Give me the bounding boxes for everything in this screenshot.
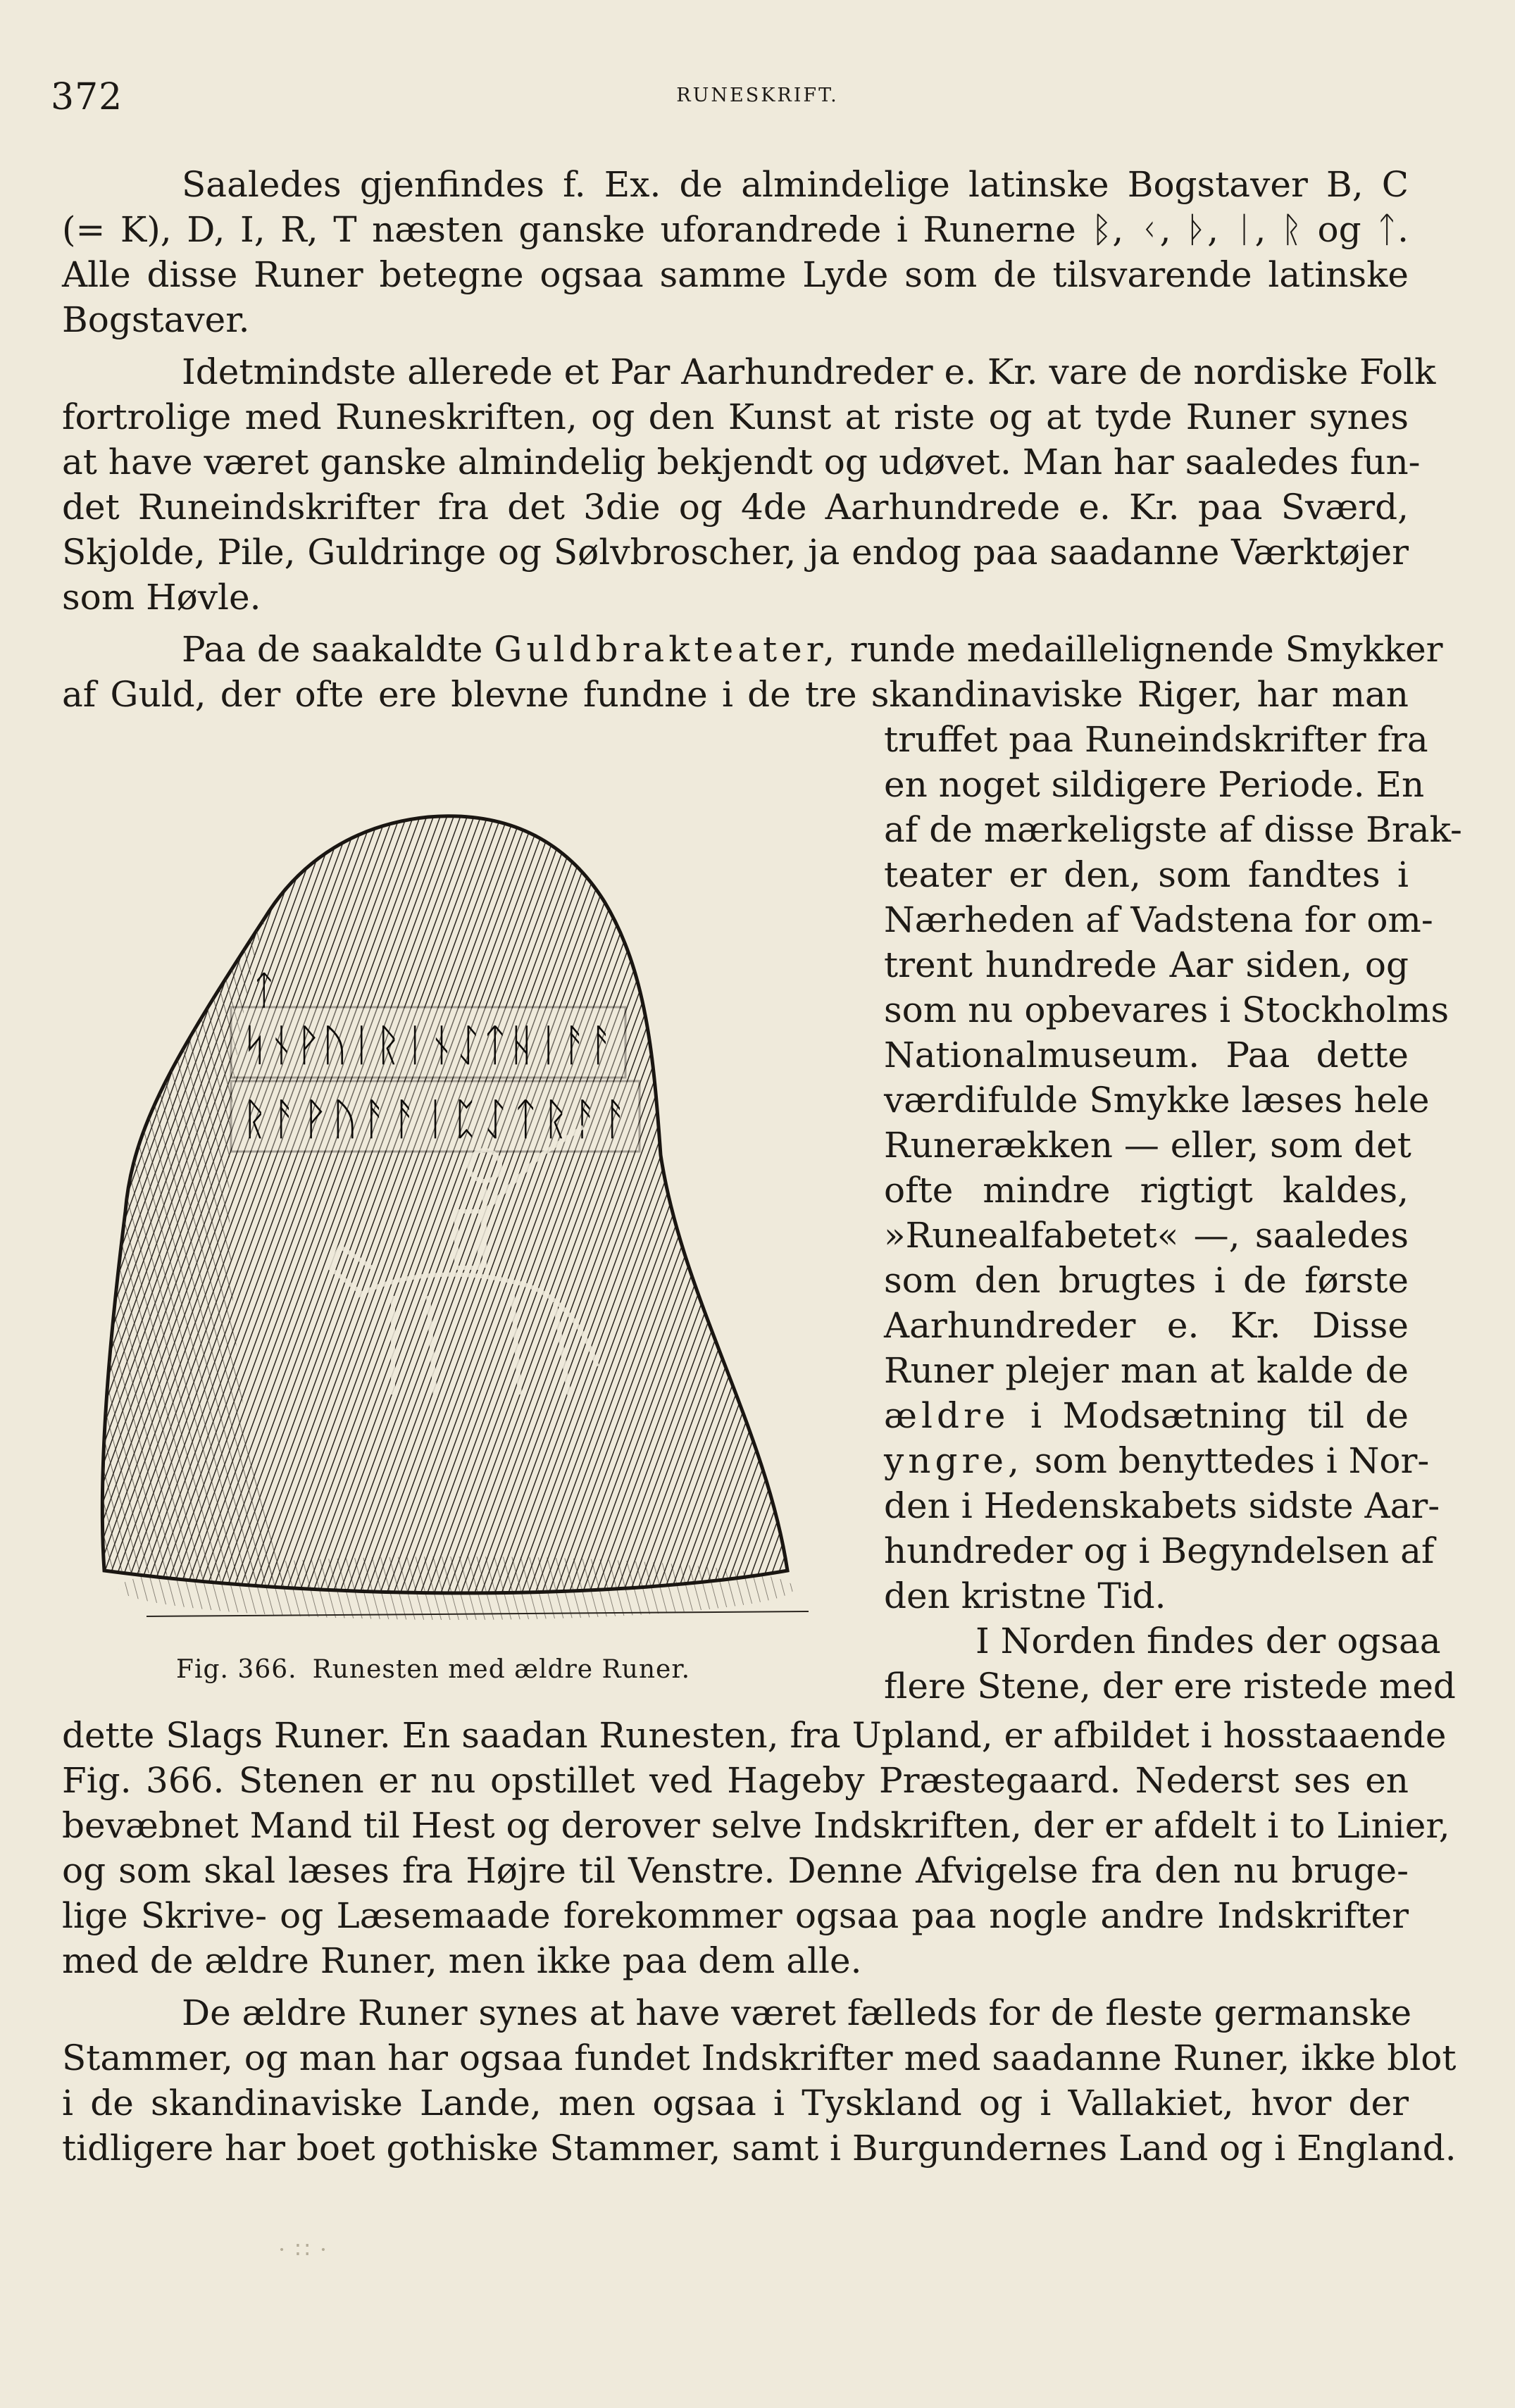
runestone-illustration — [62, 761, 872, 1648]
col-line-1: truffet paa Runeindskrifter fra — [884, 719, 1428, 760]
term-yngre: yngre, — [884, 1440, 1023, 1481]
col-line-12: »Runealfabetet« —, saaledes — [884, 1215, 1409, 1256]
col-line-8: Nationalmuseum. Paa dette — [884, 1035, 1409, 1075]
term-aeldre: ældre — [884, 1395, 1010, 1436]
col-line-17 — [884, 1438, 1430, 1483]
p2-line-3: at have været ganske almindelig bekjendt og udøvet. Man har saaledes fun- — [62, 442, 1421, 482]
term-guldbrakteater: Guldbrakteater, — [494, 629, 840, 670]
inscription-top-rune: ᛏ — [252, 968, 276, 1013]
p4-line-3: bevæbnet Mand til Hest og derover selve Indskriften, der er afdelt i to Linier, — [62, 1805, 1450, 1846]
runestone-figure — [62, 761, 872, 1704]
p2-line-5: Skjolde, Pile, Guldringe og Sølvbroscher, ja endog paa saadanne Værktøjer — [62, 532, 1409, 573]
col-line-16-rest: i Modsætning til de — [1030, 1395, 1409, 1436]
p1-line-3: Alle disse Runer betegne ogsaa samme Lyde som de tilsvarende latinske — [62, 254, 1409, 295]
col-line-10: Runerækken — eller, som det — [884, 1125, 1411, 1166]
p1-line-2: (= K), D, I, R, T næsten ganske uforandrede i Runerne ᛒ, ᚲ, ᚦ, ᛁ, ᚱ og ᛏ. — [62, 209, 1409, 250]
inscription-line-2: ᚱᚨᚹᚢᚨᚨᛁᛈᛇᛏᚱᚨᚨ — [242, 1093, 629, 1144]
col-line-11: ofte mindre rigtigt kaldes, — [884, 1170, 1409, 1211]
p2-line-6: som Høvle. — [62, 577, 261, 618]
figure-caption-text: Runesten med ældre Runer. — [312, 1655, 691, 1684]
col-line-13: som den brugtes i de første — [884, 1260, 1409, 1301]
col-line-14: Aarhundreder e. Kr. Disse — [884, 1305, 1409, 1346]
page-number: 372 — [51, 76, 123, 118]
col-line-17-rest: som benyttedes i Nor- — [1034, 1440, 1430, 1481]
bottom-mark: · ∷ · — [278, 2236, 329, 2263]
col-line-7: som nu opbevares i Stockholms — [884, 990, 1449, 1030]
p1-line-4: Bogstaver. — [62, 299, 250, 340]
col-line-3: af de mærkeligste af disse Brak- — [884, 809, 1462, 850]
p4-line-2: Fig. 366. Stenen er nu opstillet ved Hageby Præstegaard. Nederst ses en — [62, 1760, 1409, 1801]
p5-line-2: Stammer, og man har ogsaa fundet Indskrifter med saadanne Runer, ikke blot — [62, 2038, 1457, 2078]
col-line-5: Nærheden af Vadstena for om- — [884, 899, 1433, 940]
p3-end: runde medaillelignende Smykker — [849, 629, 1443, 670]
col-line-9: værdifulde Smykke læses hele — [884, 1080, 1430, 1121]
p1-line-1: Saaledes gjenfindes f. Ex. de almindelige latinske Bogstaver B, C — [182, 164, 1409, 205]
p2-line-2: fortrolige med Runeskriften, og den Kunst at riste og at tyde Runer synes — [62, 397, 1409, 437]
col-line-20: den kristne Tid. — [884, 1576, 1166, 1616]
p4-line-1: dette Slags Runer. En saadan Runesten, fra Upland, er afbildet i hosstaaende — [62, 1715, 1447, 1756]
p3-line-1 — [182, 627, 1443, 672]
p4-col-line-1: I Norden findes der ogsaa — [975, 1621, 1441, 1661]
p4-line-5: lige Skrive- og Læsemaade forekommer ogsaa paa nogle andre Indskrifter — [62, 1895, 1409, 1936]
col-line-6: trent hundrede Aar siden, og — [884, 944, 1409, 985]
col-line-18: den i Hedenskabets sidste Aar- — [884, 1485, 1440, 1526]
col-line-2: en noget sildigere Periode. En — [884, 764, 1425, 805]
p4-col-line-2: flere Stene, der ere ristede med — [884, 1666, 1456, 1707]
p2-line-4: det Runeindskrifter fra det 3die og 4de Aarhundrede e. Kr. paa Sværd, — [62, 487, 1409, 528]
p3-line-2: af Guld, der ofte ere blevne fundne i de tre skandinaviske Riger, har man — [62, 674, 1409, 715]
figure-label: Fig. 366. — [176, 1655, 297, 1684]
p4-line-6: med de ældre Runer, men ikke paa dem alle. — [62, 1940, 862, 1981]
p5-line-1: De ældre Runer synes at have været fælleds for de fleste germanske — [182, 1992, 1412, 2033]
running-head: RUNESKRIFT. — [676, 85, 839, 106]
col-line-15: Runer plejer man at kalde de — [884, 1350, 1409, 1391]
col-line-4: teater er den, som fandtes i — [884, 854, 1409, 895]
figure-caption — [176, 1655, 690, 1684]
col-line-16 — [884, 1393, 1409, 1438]
col-line-19: hundreder og i Begyndelsen af — [884, 1530, 1435, 1571]
p4-line-4: og som skal læses fra Højre til Venstre. Denne Afvigelse fra den nu bruge- — [62, 1850, 1409, 1891]
p5-line-4: tidligere har boet gothiske Stammer, samt i Burgundernes Land og i England. — [62, 2128, 1457, 2169]
p5-line-3: i de skandinaviske Lande, men ogsaa i Tyskland og i Vallakiet, hvor der — [62, 2083, 1409, 2123]
p3-start: Paa de saakaldte — [182, 629, 483, 670]
inscription-line-1: ᛋᚾᚹᚢᛁᚱᛁᚾᛇᛏᚺᛁᚨᚨ — [242, 1019, 615, 1071]
p2-line-1: Idetmindste allerede et Par Aarhundreder e. Kr. vare de nordiske Folk — [182, 351, 1436, 392]
